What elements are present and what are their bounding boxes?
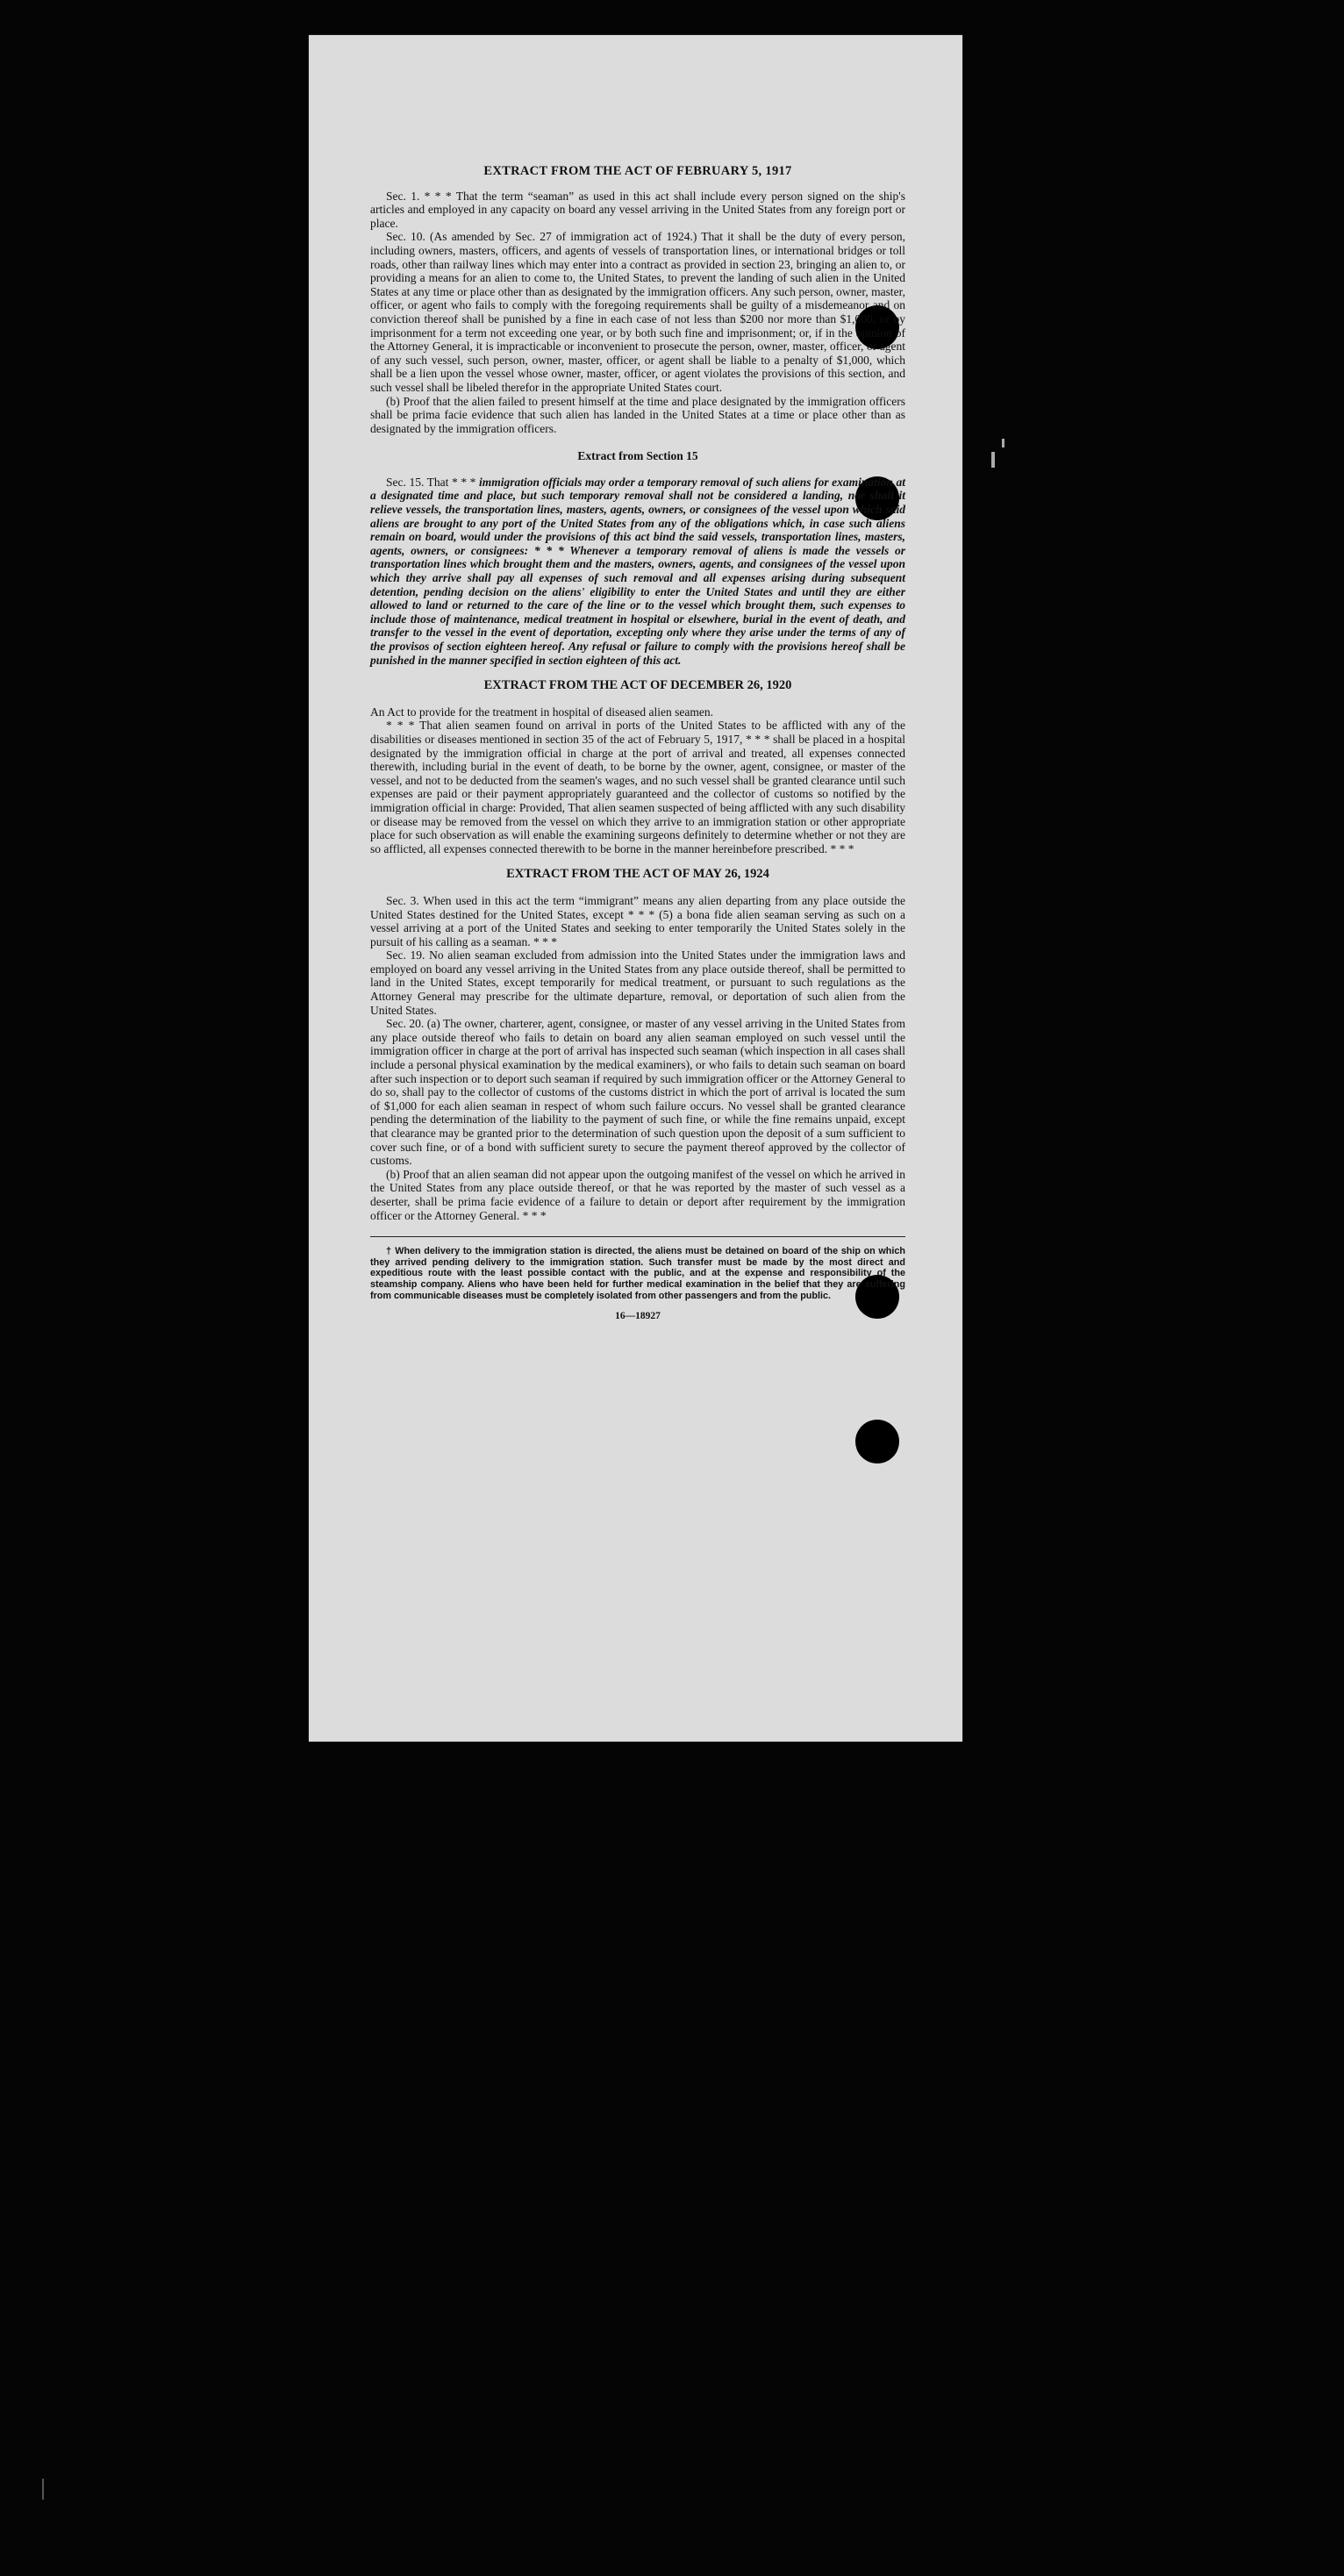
paragraph-1924-sec19: Sec. 19. No alien seaman excluded from admission into the United States under the immigration laws and employed on board any vessel arriving in the United States from any place outside thereof, shall be permitted to land in the United States, except temporarily for medical treatment, or pursuant to such regulations as the Attorney General may prescribe for the ultimate departure, removal, or deportation of such alien from the United States. xyxy=(370,948,905,1017)
paragraph-1924-sec20: Sec. 20. (a) The owner, charterer, agent, consignee, or master of any vessel arriving in the United States from any place outside thereof who fails to detain on board any alien seaman employed on such vessel until the immigration officer in charge at the port of arrival has inspected such seaman (which inspection in all cases shall include a personal physical examination by the medical examiners), or who fails to detain such seaman on board after such inspection or to deport such seaman if required by such immigration officer or the Attorney General to do so, shall pay to the collector of customs of the customs district in which the port of arrival is located the sum of $1,000 for each alien seaman in respect of whom such failure occurs. No vessel shall be granted clearance pending the determination of the liability to the payment of such fine, or while the fine remains unpaid, except that clearance may be granted prior to the determination of such question upon the deposit of a sum sufficient to cover such fine, or of a bond with sufficient surety to secure the payment thereof approved by the collector of customs. xyxy=(370,1017,905,1168)
paragraph-1924-sec20b: (b) Proof that an alien seaman did not appear upon the outgoing manifest of the vessel on which he arrived in the United States from any place outside thereof, or that he was reported by the master of such vessel as a deserter, shall be prima facie evidence of a failure to detain or deport after requirement by the immigration officer or the Attorney General. * * * xyxy=(370,1167,905,1222)
paragraph-1920-body: * * * That alien seamen found on arrival in ports of the United States to be afflicted with any of the disabilities or diseases mentioned in section 35 of the act of February 5, 1917, * * * shall be placed in a hospital designated by the immigration official in charge at the port of arrival and treated, all expenses connected therewith, including burial in the event of death, to be borne by the owner, agent, consignee, or master of the vessel, and not to be deducted from the seamen's wages, and no such vessel shall be granted clearance until such expenses are paid or their payment appropriately guaranteed and the collector of customs so notified by the immigration official in charge: Provided, That alien seamen suspected of being afflicted with any such disability or disease may be removed from the vessel on which they arrive to an immigration station or other appropriate place for such observation as will enable the examining surgeons definitely to determine whether or not they are so afflicted, all expenses connected therewith to be borne in the manner hereinbefore prescribed. * * * xyxy=(370,719,905,855)
punch-hole xyxy=(855,1420,899,1463)
heading-act-1920: EXTRACT FROM THE ACT OF DECEMBER 26, 1920 xyxy=(483,678,792,693)
subheading-section-15: Extract from Section 15 xyxy=(577,449,698,463)
heading-act-1924: EXTRACT FROM THE ACT OF MAY 26, 1924 xyxy=(506,867,769,882)
footnote: † When delivery to the immigration station is directed, the aliens must be detained on board of the ship on which they arrived pending delivery to the immigration station. Such transfer must be made by the most direct and expeditious route with the least possible contact with the public, and at the expense and responsibility of the steamship company. Aliens who have been held for further medical examination in the belief that they are suffering from communicable diseases must be completely isolated from other passengers and from the public. xyxy=(370,1246,905,1301)
document-body xyxy=(370,165,905,1324)
document-page xyxy=(309,35,962,1742)
paragraph-1917-sec1: Sec. 1. * * * That the term “seaman” as used in this act shall include every person signed on the ship's articles and employed in any capacity on board any vessel arriving in the United States from any foreign port or place. xyxy=(370,189,905,230)
paragraph-sec15-lead: Sec. 15. That * * * xyxy=(386,475,476,489)
paragraph-sec15 xyxy=(370,476,905,667)
paragraph-1917-sec10b: (b) Proof that the alien failed to present himself at the time and place designated by the immigration officers shall be prima facie evidence that such alien has landed in the United States at a time or place other than as designated by the immigration officers. xyxy=(370,394,905,435)
form-number: 16—18927 xyxy=(615,1311,661,1322)
footnote-divider xyxy=(370,1236,905,1237)
paragraph-1917-sec10: Sec. 10. (As amended by Sec. 27 of immigration act of 1924.) That it shall be the duty of every person, including owners, masters, officers, and agents of vessels of transportation lines, or international bridges or toll roads, other than railway lines which may enter into a contract as provided in section 23, bringing an alien to, or providing a means for an alien to come to, the United States, to prevent the landing of such alien in the United States at any time or place other than as designated by the immigration officers. Any such person, owner, master, officer, or agent who fails to comply with the foregoing requirements shall be guilty of a misdemeanor and on conviction thereof shall be punished by a fine in each case of not less than $200 nor more than $1,000, or by imprisonment for a term not exceeding one year, or by both such fine and imprisonment; or, if in the opinion of the Attorney General, it is impracticable or inconvenient to prosecute the person, owner, master, officer, or agent of any such vessel, such person, owner, master, officer, or agent shall be liable to a penalty of $1,000, which shall be a lien upon the vessel whose owner, master, officer, or agent violates the provisions of this section, and such vessel shall be libeled therefor in the appropriate United States court. xyxy=(370,230,905,394)
scan-speck xyxy=(42,2479,44,2500)
paragraph-1920-title: An Act to provide for the treatment in hospital of diseased alien seamen. xyxy=(370,705,714,719)
heading-act-1917: EXTRACT FROM THE ACT OF FEBRUARY 5, 1917 xyxy=(483,164,792,178)
paragraph-sec15-body: immigration officials may order a temporary removal of such aliens for examination at a designated time and place, but such temporary removal shall not be considered a landing, nor shall it relieve vessels, the transportation lines, masters, agents, owners, or consignees of the vessel upon which said aliens are brought to any port of the United States from any of the obligations which, in case such aliens remain on board, would under the provisions of this act bind the said vessels, transportation lines, masters, agents, owners, or consignees: * * * Whenever a temporary removal of aliens is made the vessels or transportation lines which brought them and the masters, owners, agents, and consignees of the vessel upon which they arrive shall pay all expenses of such removal and all expenses arising during subsequent detention, pending decision on the aliens' eligibility to enter the United States and until they are either allowed to land or returned to the care of the line or to the vessel which brought them, such expenses to include those of maintenance, medical treatment in hospital or elsewhere, burial in the event of death, and transfer to the vessel in the event of deportation, excepting only where they arise under the terms of any of the provisos of section eighteen hereof. Any refusal or failure to comply with the provisions hereof shall be punished in the manner specified in section eighteen of this act. xyxy=(370,475,905,667)
paragraph-1924-sec3: Sec. 3. When used in this act the term “immigrant” means any alien departing from any place outside the United States destined for the United States, except * * * (5) a bona fide alien seaman serving as such on a vessel arriving at a port of the United States and seeking to enter temporarily the United States solely in the pursuit of his calling as a seaman. * * * xyxy=(370,893,905,948)
scan-speck xyxy=(1002,439,1004,447)
scan-speck xyxy=(991,452,995,468)
